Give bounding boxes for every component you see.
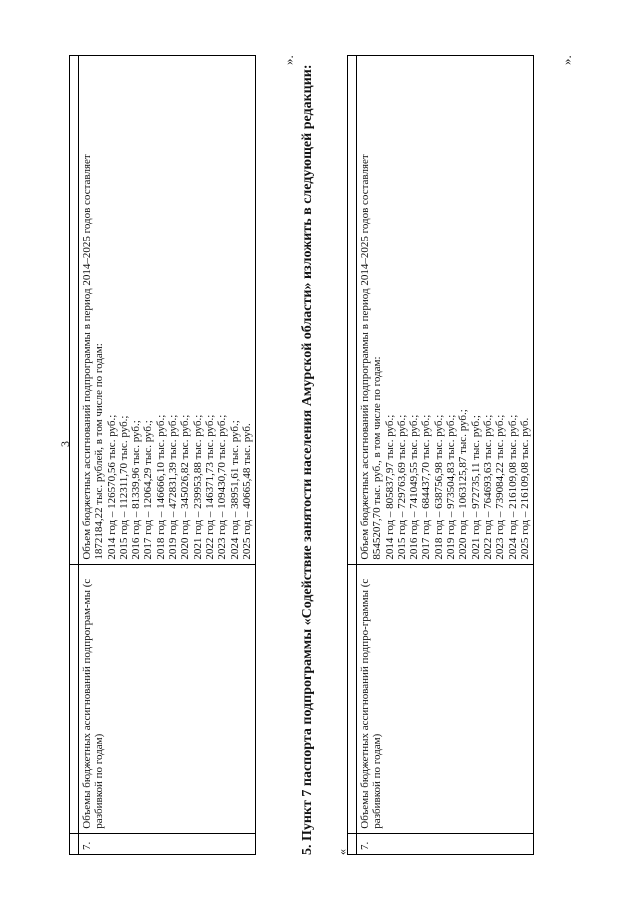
row-number: 7. [357, 833, 534, 854]
year-line: 2016 год – 741049,55 тыс. руб.; [408, 414, 421, 560]
table-top-row [70, 56, 79, 855]
closing-quote: ». [281, 55, 296, 65]
year-line: 2014 год – 126570,56 тыс. руб.; [105, 414, 118, 560]
passport-table-2 [347, 55, 534, 855]
passport-table-1 [69, 55, 256, 855]
year-line: 2016 год – 81339,96 тыс. руб.; [130, 420, 143, 560]
year-line: 2019 год – 973504,83 тыс. руб.; [445, 414, 458, 560]
year-line: 2020 год – 345026,82 тыс. руб.; [179, 414, 192, 560]
table-row [79, 56, 256, 855]
year-line: 2018 год – 638756,98 тыс. руб.; [432, 414, 445, 560]
intro-line: 1872184,22 тыс. рублей, в том числе по годам: [93, 343, 106, 560]
intro-line: 8545207,70 тыс. руб., в том числе по годам: [371, 356, 384, 560]
year-line: 2018 год – 146666,10 тыс. руб.; [154, 414, 167, 560]
year-line: 2022 год – 764693,63 тыс. руб.; [481, 414, 494, 560]
year-line: 2024 год – 38951,61 тыс. руб.; [228, 420, 241, 560]
row-label: Объемы бюджетных ассигнований подпро-граммы (с разбивкой по годам) [357, 564, 534, 833]
year-line: 2020 год – 1063125,87 тыс. руб.; [457, 409, 470, 560]
year-line: 2023 год – 739084,22 тыс. руб.; [494, 414, 507, 560]
year-line: 2021 год – 972735,11 тыс. руб.; [469, 415, 482, 560]
intro-line: Объем бюджетных ассигнований подпрограммы в период 2014–2025 годов составляет [359, 154, 371, 560]
row-number: 7. [79, 833, 256, 854]
row-content [79, 56, 256, 565]
year-line: 2015 год – 729763,69 тыс. руб.; [395, 414, 408, 560]
year-line: 2015 год – 112311,70 тыс. руб.; [117, 415, 130, 560]
year-line: 2023 год – 109430,70 тыс. руб.; [216, 414, 229, 560]
row-label: Объемы бюджетных ассигнований подпрограм-мы (с разбивкой по годам) [79, 564, 256, 833]
year-line: 2019 год – 472831,39 тыс. руб.; [167, 414, 180, 560]
year-line: 2017 год – 684437,70 тыс. руб.; [420, 414, 433, 560]
year-line: 2025 год – 216109,08 тыс. руб. [518, 417, 531, 560]
amendment-paragraph: 5. Пункт 7 паспорта подпрограммы «Содействие занятости населения Амурской области» изложить в следующей редакции: [300, 64, 315, 855]
page-number: 3 [58, 441, 72, 447]
opening-quote: « [335, 849, 349, 855]
year-line: 2022 год – 146371,73 тыс. руб.; [203, 414, 216, 560]
intro-line: Объем бюджетных ассигнований подпрограммы в период 2014–2025 годов составляет [81, 154, 93, 560]
table-row [357, 56, 534, 855]
year-line: 2017 год – 12064,29 тыс. руб.; [142, 420, 155, 560]
rotated-page-content [29, 55, 614, 855]
table-top-row [348, 56, 357, 855]
row-content [357, 56, 534, 565]
year-line: 2014 год – 805837,97 тыс. руб.; [383, 414, 396, 560]
closing-quote: ». [559, 55, 574, 65]
year-line: 2025 год – 40665,48 тыс. руб. [240, 423, 253, 560]
year-line: 2024 год – 216109,08 тыс. руб.; [506, 414, 519, 560]
year-line: 2021 год – 239953,88 тыс. руб.; [191, 414, 204, 560]
